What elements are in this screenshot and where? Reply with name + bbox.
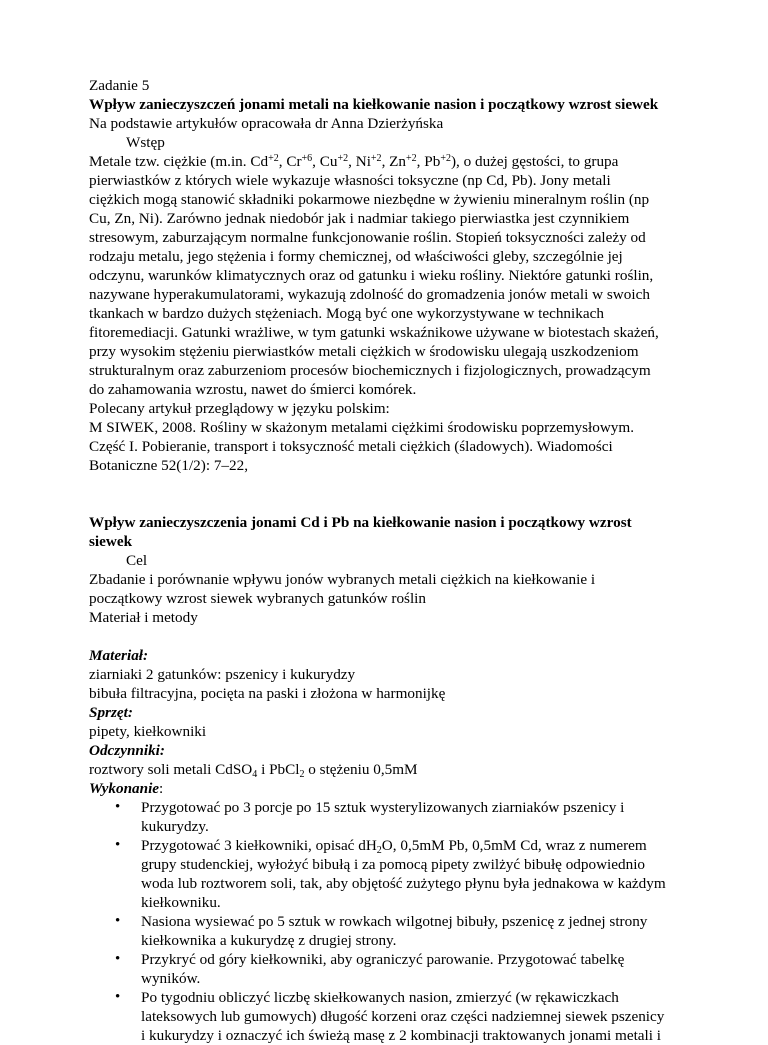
reagents-label: Odczynniki:: [89, 742, 165, 759]
intro-body: [89, 171, 709, 475]
section-title-line-2: siewek: [89, 533, 133, 550]
intro-line: nazywane hyperakumulatorami, wykazują zdolność do gromadzenia jonów metali w swoich: [89, 286, 650, 303]
step-item: • Przygotować po 3 porcje po 15 sztuk wysterylizowanych ziarniaków pszenicy i kukurydzy.: [141, 798, 709, 836]
ion-list: $Cd^{+2}$, $Cr^{+6}$, $Cu^{+2}$, $Ni^{+2}$, $Zn^{+2}$, $Pb^{+2}$: [250, 153, 451, 170]
ion-charge: +2: [440, 153, 451, 164]
intro-heading: Wstęp: [126, 134, 165, 151]
intro-line: Cu, Zn, Ni). Zarówno jednak niedobór jak i nadmiar takiego pierwiastka jest czynnikiem: [89, 210, 630, 227]
reagents-line: roztwory soli metali CdSO$_4$ i PbCl$_2$ o stężeniu 0,5mM: [89, 761, 418, 780]
ion-symbol: Zn: [389, 153, 407, 170]
ion-charge: +2: [406, 153, 417, 164]
intro-line: stresowym, zaburzającym normalne funkcjonowanie roślin. Stopień toksyczności zależy od: [89, 229, 646, 246]
procedure-steps: [89, 798, 709, 1045]
ion-charge: +6: [301, 153, 313, 164]
equipment-label: Sprzęt:: [89, 704, 133, 721]
author-line: Na podstawie artykułów opracowała dr Anna Dzierżyńska: [89, 115, 444, 132]
goal-line-2: początkowy wzrost siewek wybranych gatunków roślin: [89, 590, 426, 607]
procedure-label: Wykonanie:: [89, 780, 164, 797]
equipment-line: pipety, kiełkowniki: [89, 723, 207, 740]
intro-line: rodzaju metalu, jego stężenia i formy chemicznej, od właściwości gleby, szczególnie jej: [89, 248, 623, 265]
intro-line: Botaniczne 52(1/2): 7–22,: [89, 457, 249, 474]
material-line-2: bibuła filtracyjna, pocięta na paski i złożona w harmonijkę: [89, 685, 446, 702]
step-item: • Przygotować 3 kiełkowniki, opisać $dH_2O$, 0,5mM Pb, 0,5mM Cd, wraz z numerem grupy studenckiej, wyłożyć bibułą i za pomocą pipety zwilżyć bibułę odpowiednio woda lub roztworem soli, tak, aby objętość zużytego płynu była jednakowa w każdym kiełkowniku.: [141, 836, 709, 912]
step-item: • Przykryć od góry kiełkowniki, aby ograniczyć parowanie. Przygotować tabelkę wyników.: [141, 950, 709, 988]
intro-line: ciężkich mogą stanowić składniki pokarmowe niezbędne w żywieniu mineralnym roślin (np: [89, 191, 650, 208]
intro-line: Część I. Pobieranie, transport i toksyczność metali ciężkich (śladowych). Wiadomości: [89, 438, 613, 455]
intro-line: pierwiastków z których wiele wykazuje własności toksyczne (np Cd, Pb). Jony metali: [89, 172, 611, 189]
goal-line-1: Zbadanie i porównanie wpływu jonów wybranych metali ciężkich na kiełkowanie i: [89, 571, 596, 588]
metals-line: Metale tzw. ciężkie (m.in. $Cd^{+2}$, $Cr^{+6}$, $Cu^{+2}$, $Ni^{+2}$, $Zn^{+2}$, $Pb^{+2}$), o dużej gęstości, to grupa: [89, 153, 619, 170]
intro-line: odczynu, warunków klimatycznych oraz od gatunku i wieku rośliny. Niektóre gatunki roślin,: [89, 267, 654, 284]
intro-line: M SIWEK, 2008. Rośliny w skażonym metalami ciężkimi środowisku poprzemysłowym.: [89, 419, 634, 436]
ion-charge: +2: [268, 153, 279, 164]
ion-charge: +2: [370, 153, 382, 164]
intro-line: tkankach w bardzo dużych stężeniach. Mogą być one wykorzystywane w technikach: [89, 305, 604, 322]
ion-symbol: Cr: [286, 153, 302, 170]
document-page: [89, 76, 709, 1045]
methods-heading: Materiał i metody: [89, 609, 198, 626]
material-line-1: ziarniaki 2 gatunków: pszenicy i kukurydzy: [89, 666, 356, 683]
document-title: Wpływ zanieczyszczeń jonami metali na kiełkowanie nasion i początkowy wzrost siewek: [89, 96, 659, 113]
intro-line: strukturalnym oraz zaburzeniom procesów biochemicznych i fizjologicznych, prowadzącym: [89, 362, 651, 379]
step-item: • Nasiona wysiewać po 5 sztuk w rowkach wilgotnej bibuły, pszenicę z jednej strony kiełkownika a kukurydzę z drugiej strony.: [141, 912, 709, 950]
intro-line: fitoremediacji. Gatunki wrażliwe, w tym gatunki wskaźnikowe używane w biotestach skażeń,: [89, 324, 659, 341]
step-item: • Po tygodniu obliczyć liczbę skiełkowanych nasion, zmierzyć (w rękawiczkach lateksowych lub gumowych) długość korzeni oraz części nadziemnej siewek pszenicy i kukurydzy i oznaczyć ich świeżą masę z 2 kombinacji traktowanych jonami metali i: [141, 988, 709, 1045]
ion-charge: +2: [337, 153, 349, 164]
intro-line: do zahamowania wzrostu, nawet do śmierci komórek.: [89, 381, 417, 398]
section-title-line-1: Wpływ zanieczyszczenia jonami Cd i Pb na kiełkowanie nasion i początkowy wzrost: [89, 514, 632, 531]
intro-line: Polecany artykuł przeglądowy w języku polskim:: [89, 400, 390, 417]
ion-symbol: Ni: [355, 153, 371, 170]
ion-symbol: Cu: [319, 153, 338, 170]
goal-heading: Cel: [126, 552, 148, 569]
intro-line: przy wysokim stężeniu pierwiastków metali ciężkich w środowisku ulegają uszkodzeniom: [89, 343, 639, 360]
task-number: Zadanie 5: [89, 77, 150, 94]
material-label: Materiał:: [89, 647, 149, 664]
ion-symbol: Cd: [250, 153, 269, 170]
ion-symbol: Pb: [424, 153, 441, 170]
